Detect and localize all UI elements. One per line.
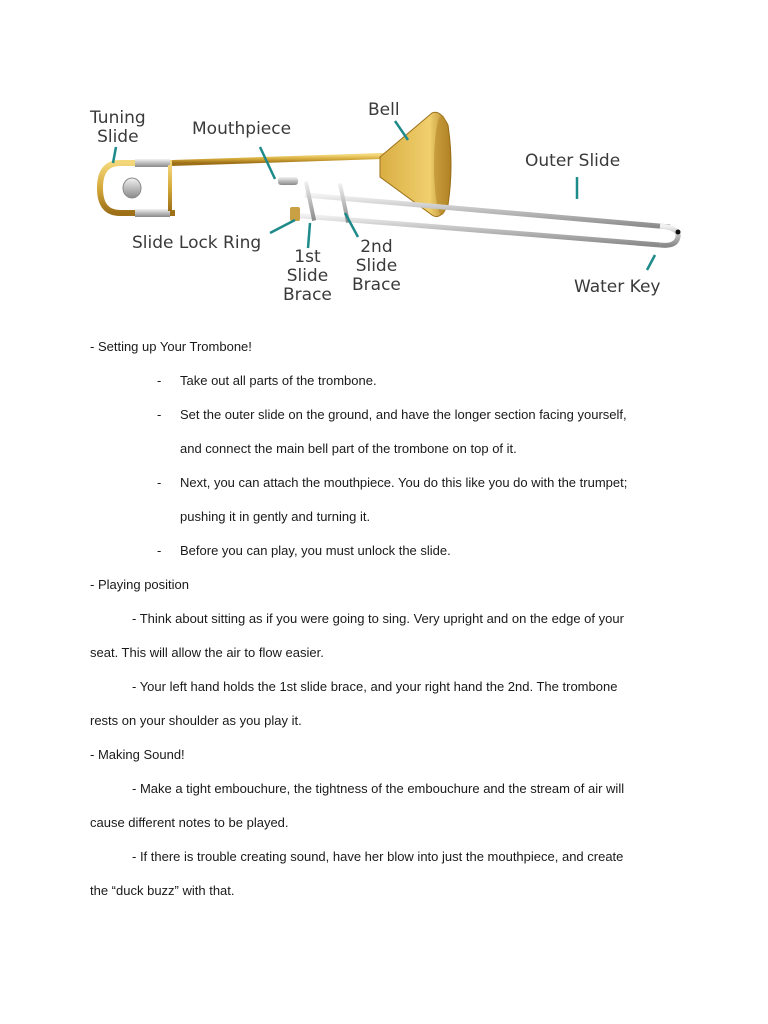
slide-lock-ring-shape xyxy=(290,207,300,221)
paragraph: - If there is trouble creating sound, have her blow into just the mouthpiece, and create xyxy=(132,849,624,864)
paragraph: - Think about sitting as if you were going to sing. Very upright and on the edge of your xyxy=(132,611,624,626)
label-water-key: Water Key xyxy=(574,277,661,297)
list-item: - Take out all parts of the trombone. xyxy=(157,373,377,388)
mouthpiece-shape xyxy=(278,177,298,185)
paragraph-continuation: the “duck buzz” with that. xyxy=(90,883,235,898)
label-outer-slide: Outer Slide xyxy=(525,151,621,171)
label-tuning-slide: Tuning Slide xyxy=(90,108,146,147)
label-second-slide-brace: 2nd Slide Brace xyxy=(352,237,401,295)
bell-tube xyxy=(172,155,410,163)
bumper xyxy=(676,230,681,235)
label-bell: Bell xyxy=(368,100,400,120)
tuning-slide-sleeve-bottom xyxy=(135,209,170,217)
paragraph: - Your left hand holds the 1st slide brace, and your right hand the 2nd. The trombone xyxy=(132,679,618,694)
list-item-continuation: and connect the main bell part of the trombone on top of it. xyxy=(180,441,517,456)
instructions xyxy=(90,330,690,908)
section-heading-setup: - Setting up Your Trombone! xyxy=(90,339,252,354)
label-first-slide-brace: 1st Slide Brace xyxy=(283,247,332,305)
paragraph-continuation: rests on your shoulder as you play it. xyxy=(90,713,302,728)
label-mouthpiece: Mouthpiece xyxy=(192,119,292,139)
list-item-continuation: pushing it in gently and turning it. xyxy=(180,509,371,524)
list-item: - Set the outer slide on the ground, and have the longer section facing yourself, xyxy=(157,407,627,422)
label-slide-lock-ring: Slide Lock Ring xyxy=(132,233,262,253)
paragraph-continuation: cause different notes to be played. xyxy=(90,815,289,830)
paragraph-continuation: seat. This will allow the air to flow easier. xyxy=(90,645,324,660)
list-item: - Before you can play, you must unlock the slide. xyxy=(157,543,451,558)
trombone-diagram xyxy=(80,95,700,310)
counterweight xyxy=(123,178,141,198)
list-item: - Next, you can attach the mouthpiece. You do this like you do with the trumpet; xyxy=(157,475,628,490)
section-heading-making-sound: - Making Sound! xyxy=(90,747,185,762)
paragraph: - Make a tight embouchure, the tightness of the embouchure and the stream of air will xyxy=(132,781,625,796)
slide-crook xyxy=(660,226,678,245)
section-heading-playing-position: - Playing position xyxy=(90,577,189,592)
tuning-slide-sleeve-top xyxy=(135,159,170,167)
tuning-slide-brace xyxy=(168,165,172,211)
